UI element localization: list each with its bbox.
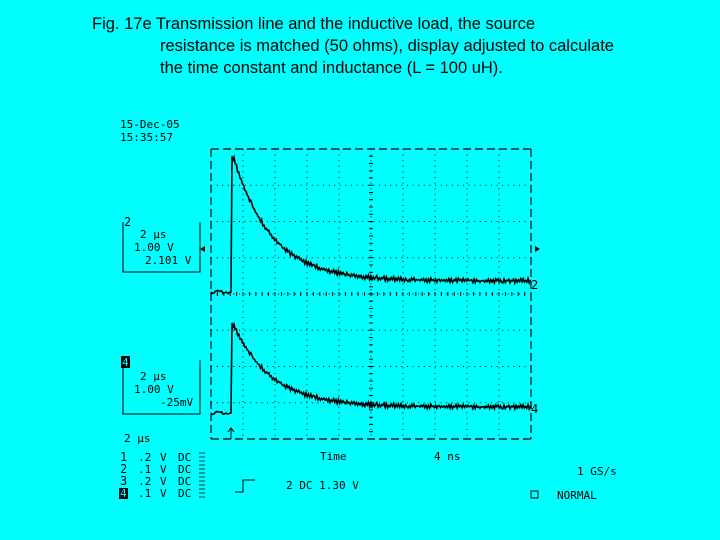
coupling-unit: V <box>160 451 167 464</box>
coupling-ch: 2 <box>120 462 128 476</box>
coupling-row-4 <box>119 487 191 500</box>
coupling-scale: .2 <box>138 475 152 488</box>
trigger-edge-icon <box>235 480 255 492</box>
coupling-type: DC <box>178 475 192 488</box>
coupling-symbols <box>199 453 205 497</box>
trigger-settings: 2 DC 1.30 V <box>286 479 359 492</box>
coupling-scale: .1 <box>138 463 152 476</box>
channel-2-offset: 2.101 V <box>145 254 192 267</box>
coupling-type: DC <box>178 451 192 464</box>
coupling-ch: 4 <box>120 487 127 500</box>
time-label: Time <box>320 450 347 463</box>
scope-date: 15-Dec-05 <box>120 118 180 131</box>
channel-4-marker: 4 <box>122 356 129 369</box>
channel-2-level-marker: 2 <box>531 278 539 292</box>
coupling-type: DC <box>178 487 192 500</box>
channel-4-info <box>121 356 200 414</box>
coupling-scale: .2 <box>138 451 152 464</box>
channel-4-level-marker: 4 <box>531 402 539 416</box>
caption-line-1: Fig. 17e Transmission line and the inductive load, the source <box>92 15 536 33</box>
trigger-mode: NORMAL <box>557 489 597 502</box>
caption-line-2: resistance is matched (50 ohms), display adjusted to calculate <box>160 37 614 55</box>
coupling-scale: .1 <box>138 487 152 500</box>
coupling-ch: 3 <box>120 474 128 488</box>
bottom-timebase: 2 μs <box>124 432 151 445</box>
coupling-table <box>119 450 205 500</box>
time-value: 4 ns <box>434 450 461 463</box>
channel-4-trace <box>211 323 530 414</box>
channel-2-timebase: 2 μs <box>140 228 167 241</box>
trigger-mode-box <box>531 491 538 498</box>
channel-4-volts: 1.00 V <box>134 383 174 396</box>
trigger-position-arrow <box>228 428 234 439</box>
coupling-unit: V <box>160 463 167 476</box>
coupling-ch: 1 <box>120 450 128 464</box>
caption-line-3: the time constant and inductance (L = 100 uH). <box>160 59 503 77</box>
channel-4-timebase: 2 μs <box>140 370 167 383</box>
coupling-row-2 <box>120 462 191 476</box>
coupling-unit: V <box>160 475 167 488</box>
coupling-unit: V <box>160 487 167 500</box>
scope-time: 15:35:57 <box>120 131 173 144</box>
sample-rate: 1 GS/s <box>577 465 617 478</box>
channel-2-info <box>123 215 200 272</box>
coupling-row-3 <box>120 474 191 488</box>
trigger-level-arrows <box>200 246 540 252</box>
channel-4-offset: -25mV <box>160 396 194 409</box>
coupling-row-1 <box>120 450 191 464</box>
graticule <box>211 149 531 439</box>
channel-2-volts: 1.00 V <box>134 241 174 254</box>
channel-2-marker: 2 <box>124 215 132 229</box>
coupling-type: DC <box>178 463 192 476</box>
